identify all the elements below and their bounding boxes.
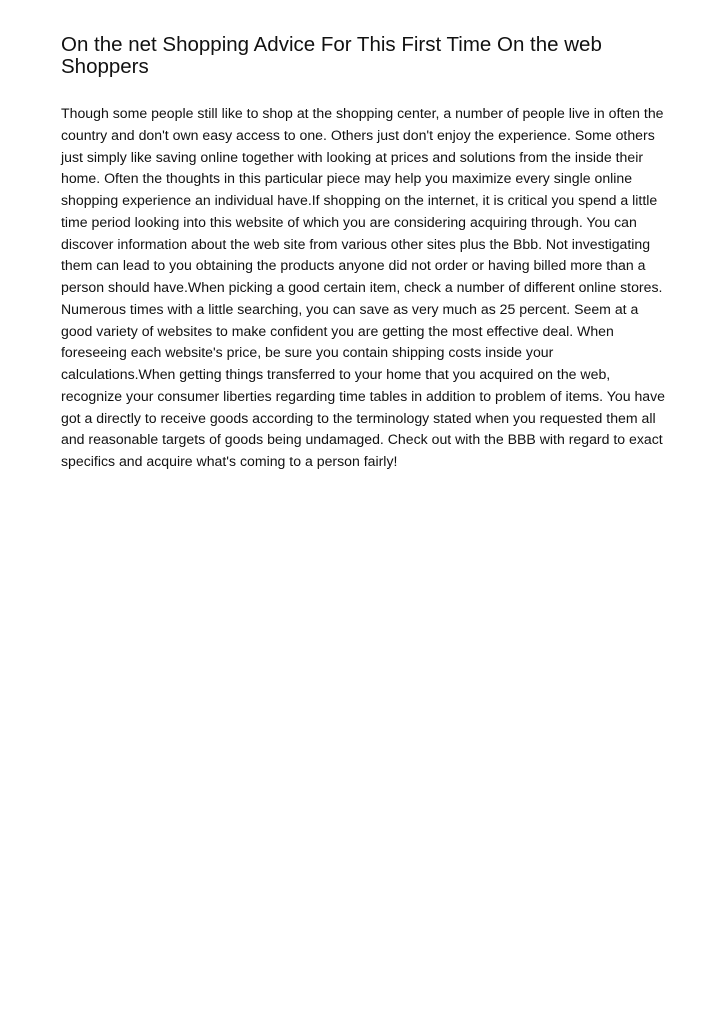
document-title: On the net Shopping Advice For This First Time On the web Shoppers xyxy=(61,33,602,78)
document-body-paragraph: Though some people still like to shop at the shopping center, a number of people live in often the country and don't own easy access to one. Others just don't enjoy the experience. Some others just simply like saving online together with looking at prices and solutions from the inside their home. Often the thoughts in this particular piece may help you maximize every single online shopping experience an individual have.If shopping on the internet, it is critical you spend a little time period looking into this website of which you are considering acquiring through. You can discover information about the web site from various other sites plus the Bbb. Not investigating them can lead to you obtaining the products anyone did not order or having billed more than a person should have.When picking a good certain item, check a number of different online stores. Numerous times with a little searching, you can save as very much as 25 percent. Seem at a good variety of websites to make confident you are getting the most effective deal. When foreseeing each website's price, be sure you contain shipping costs inside your calculations.When getting things transferred to your home that you acquired on the web, recognize your consumer liberties regarding time tables in addition to problem of items. You have got a directly to receive goods according to the terminology stated when you requested them all and reasonable targets of goods being undamaged. Check out with the BBB with regard to exact specifics and acquire what's coming to a person fairly! xyxy=(61,105,666,469)
